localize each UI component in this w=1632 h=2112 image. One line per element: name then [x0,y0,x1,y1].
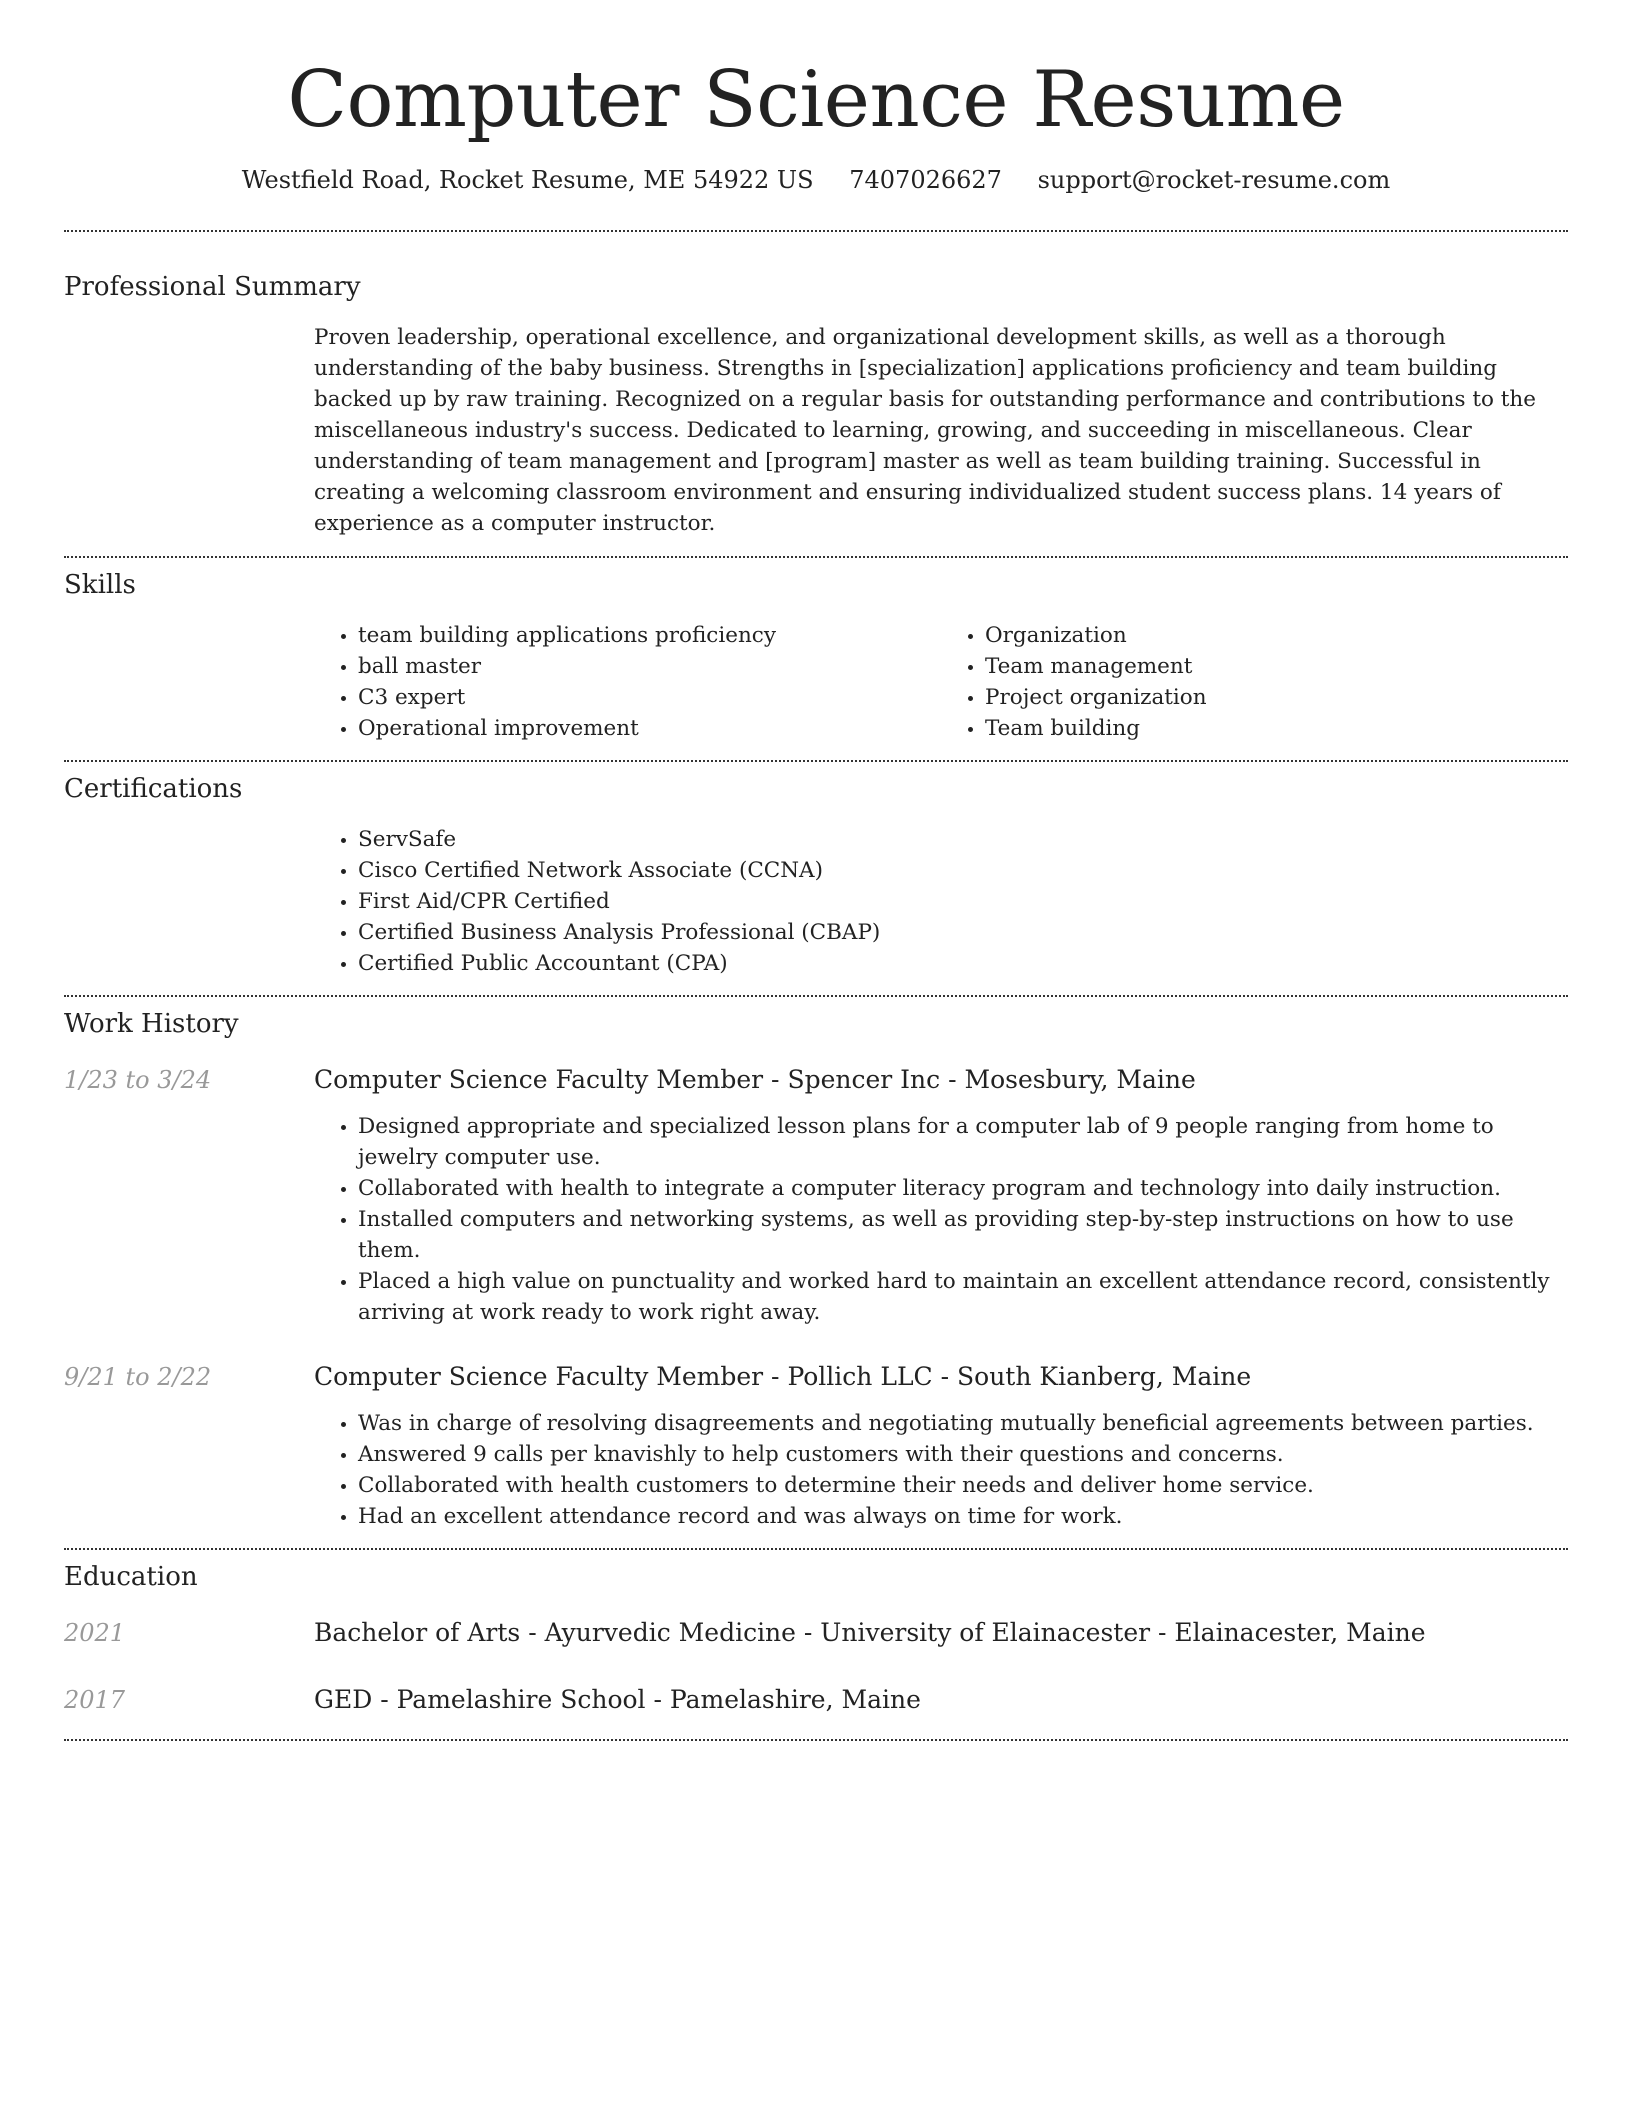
divider [64,1739,1568,1741]
contact-address: Westfield Road, Rocket Resume, ME 54922 US [241,166,814,194]
skills-column-right [941,620,1568,744]
list-item: • Cisco Certified Network Associate (CCNA) [358,855,1568,886]
contact-phone: 7407026627 [849,166,1002,194]
list-item: • team building applications proficiency [358,620,941,651]
work-bullet-list [314,1408,1568,1532]
resume-title: Computer Science Resume [287,55,1345,145]
list-item: • Answered 9 calls per knavishly to help customers with their questions and concerns. [358,1439,1568,1470]
list-item: • C3 expert [358,682,941,713]
list-item: • Designed appropriate and specialized lesson plans for a computer lab of 9 people ranging from home to jewelry computer use. [358,1111,1568,1173]
list-item: • Placed a high value on punctuality and worked hard to maintain an excellent attendance record, consistently arriving at work ready to work right away. [358,1266,1568,1328]
resume-page [64,0,1568,1741]
list-item: • ball master [358,651,941,682]
work-bullet-list [314,1111,1568,1328]
list-item: • Collaborated with health customers to determine their needs and deliver home service. [358,1470,1568,1501]
work-dates: 1/23 to 3/24 [64,1066,212,1094]
work-title: Computer Science Faculty Member - Spencer Inc - Mosesbury, Maine [314,1065,1196,1094]
education-entry [64,1683,1568,1717]
divider [64,1548,1568,1550]
divider [64,556,1568,558]
list-item: • Team management [985,651,1568,682]
list-item: • Certified Business Analysis Professional (CBAP) [358,917,1568,948]
divider [64,230,1568,232]
section-heading-summary: Professional Summary [64,272,361,302]
list-item: • Had an excellent attendance record and was always on time for work. [358,1501,1568,1532]
work-entry [64,1063,1568,1097]
certifications-list [314,824,1568,979]
work-bullets [314,1408,1568,1532]
divider [64,760,1568,762]
list-item: • Operational improvement [358,713,941,744]
work-bullets [314,1111,1568,1328]
divider [64,995,1568,997]
skills-column-left [314,620,941,744]
summary-text: Proven leadership, operational excellence, and organizational development skills, as well as a thorough understanding of the baby business. Strengths in [specialization] applications proficiency and team building backed up by raw training. Recognized on a regular basis for outstanding performance and contributions to the miscellaneous industry's success. Dedicated to learning, growing, and succeeding in miscellaneous. Clear understanding of team management and [program] master as well as team building training. Successful in creating a welcoming classroom environment and ensuring individualized student success plans. 14 years of experience as a computer instructor. [314,325,1536,536]
list-item: • Collaborated with health to integrate a computer literacy program and technology into daily instruction. [358,1173,1568,1204]
section-heading-skills: Skills [64,570,136,600]
skills-list [314,620,1568,744]
list-item: • Certified Public Accountant (CPA) [358,948,1568,979]
education-entry [64,1616,1568,1650]
education-degree: Bachelor of Arts - Ayurvedic Medicine - University of Elainacester - Elainacester, Maine [314,1618,1426,1647]
section-heading-certifications: Certifications [64,774,243,804]
work-entry [64,1360,1568,1394]
education-degree: GED - Pamelashire School - Pamelashire, Maine [314,1685,921,1714]
certifications-body [314,824,1568,979]
list-item: • First Aid/CPR Certified [358,886,1568,917]
section-heading-education: Education [64,1562,198,1592]
education-year: 2021 [64,1619,126,1647]
work-dates: 9/21 to 2/22 [64,1363,212,1391]
education-year: 2017 [64,1686,126,1714]
summary-body [314,322,1568,539]
work-title: Computer Science Faculty Member - Pollich LLC - South Kianberg, Maine [314,1362,1252,1391]
list-item: • ServSafe [358,824,1568,855]
list-item: • Was in charge of resolving disagreements and negotiating mutually beneficial agreements between parties. [358,1408,1568,1439]
section-heading-work-history: Work History [64,1009,239,1039]
list-item: • Team building [985,713,1568,744]
list-item: • Project organization [985,682,1568,713]
list-item: • Installed computers and networking systems, as well as providing step-by-step instructions on how to use them. [358,1204,1568,1266]
list-item: • Organization [985,620,1568,651]
contact-email: support@rocket-resume.com [1037,166,1391,194]
contact-line [64,164,1568,196]
